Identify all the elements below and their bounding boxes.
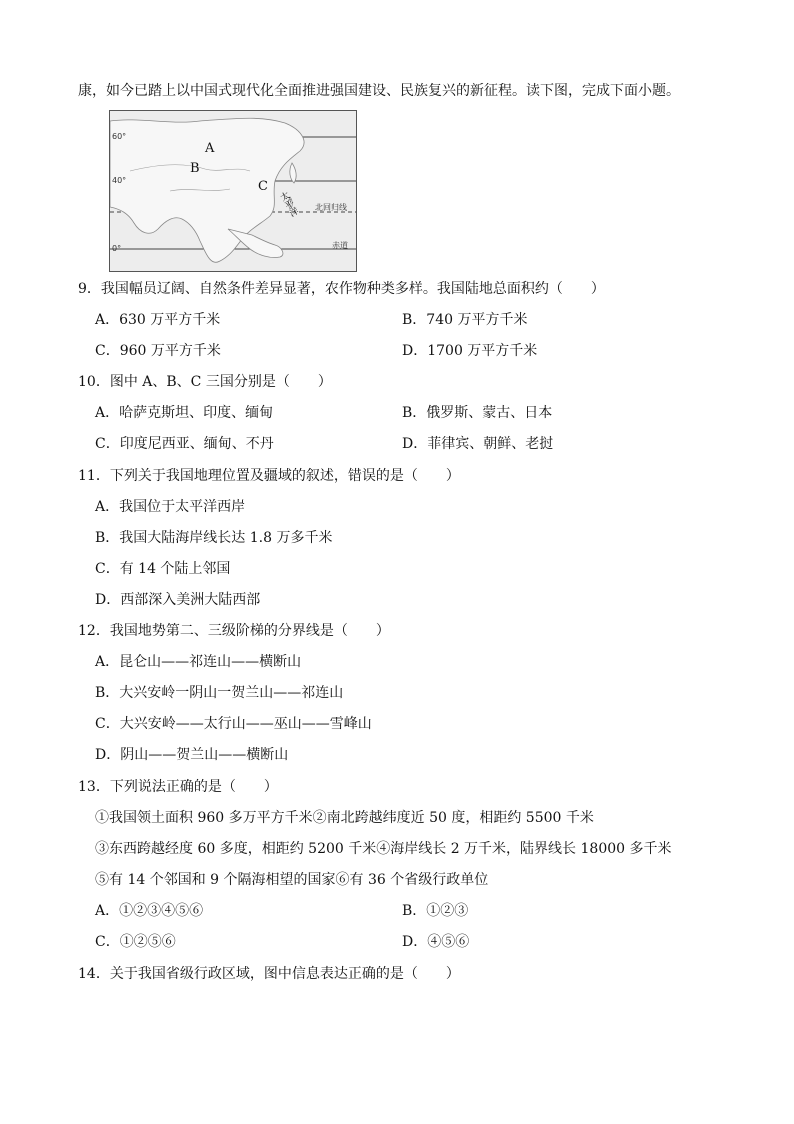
q13-statement-3: ⑤有 14 个邻国和 9 个隔海相望的国家⑥有 36 个省级行政单位	[95, 872, 489, 888]
q12-option-b: B．大兴安岭一阴山一贺兰山——祁连山	[95, 685, 344, 701]
q12-option-d: D．阴山——贺兰山——横断山	[95, 747, 289, 763]
q10-option-c: C．印度尼西亚、缅甸、不丹	[95, 436, 274, 452]
q13-option-d: D．④⑤⑥	[402, 934, 470, 950]
q13-option-b: B．①②③	[402, 903, 469, 919]
q11-option-a: A．我国位于太平洋西岸	[95, 499, 246, 515]
map-graphic	[110, 111, 356, 271]
q10-option-a: A．哈萨克斯坦、印度、缅甸	[95, 405, 274, 421]
label-b: B	[190, 161, 200, 176]
q9-option-d: D．1700 万平方千米	[402, 343, 538, 359]
q9-option-b: B．740 万平方千米	[402, 312, 528, 328]
question-14-stem: 14．关于我国省级行政区域，图中信息表达正确的是（ ）	[78, 966, 460, 982]
asia-map	[109, 110, 357, 272]
lat-label-40: 40°	[112, 176, 127, 185]
japan-land	[290, 163, 296, 183]
label-a: A	[205, 141, 215, 156]
question-10-stem: 10．图中 A、B、C 三国分别是（ ）	[78, 374, 332, 390]
lat-label-60: 60°	[112, 132, 127, 141]
tropic-label: 北回归线	[315, 203, 347, 212]
lat-label-0: 0°	[112, 244, 122, 253]
question-12-stem: 12．我国地势第二、三级阶梯的分界线是（ ）	[78, 623, 390, 639]
q11-option-b: B．我国大陆海岸线长达 1.8 万多千米	[95, 530, 333, 546]
q10-option-d: D．菲律宾、朝鲜、老挝	[402, 436, 554, 452]
q13-option-c: C．①②⑤⑥	[95, 934, 176, 950]
q12-option-c: C．大兴安岭——太行山——巫山——雪峰山	[95, 716, 372, 732]
q11-option-d: D．西部深入美洲大陆西部	[95, 592, 261, 608]
q13-statement-1: ①我国领土面积 960 多万平方千米②南北跨越纬度近 50 度，相距约 5500 千米	[95, 810, 594, 826]
question-13-stem: 13．下列说法正确的是（ ）	[78, 779, 278, 795]
q13-statement-2: ③东西跨越经度 60 多度，相距约 5200 千米④海岸线长 2 万千米，陆界线长 18000 多千米	[95, 841, 672, 857]
q10-option-b: B．俄罗斯、蒙古、日本	[402, 405, 553, 421]
label-c: C	[258, 179, 268, 194]
q12-option-a: A．昆仑山——祁连山——横断山	[95, 654, 302, 670]
q9-option-a: A．630 万平方千米	[95, 312, 221, 328]
ocean-label: 太平洋	[276, 190, 300, 219]
q9-option-c: C．960 万平方千米	[95, 343, 221, 359]
equator-label: 赤道	[332, 241, 348, 250]
question-9-stem: 9．我国幅员辽阔、自然条件差异显著，农作物种类多样。我国陆地总面积约（ ）	[78, 281, 605, 297]
q13-option-a: A．①②③④⑤⑥	[95, 903, 204, 919]
q11-option-c: C．有 14 个陆上邻国	[95, 561, 231, 577]
intro-text: 康，如今已踏上以中国式现代化全面推进强国建设、民族复兴的新征程。读下图，完成下面小题。	[78, 83, 680, 99]
question-11-stem: 11．下列关于我国地理位置及疆域的叙述，错误的是（ ）	[78, 468, 460, 484]
